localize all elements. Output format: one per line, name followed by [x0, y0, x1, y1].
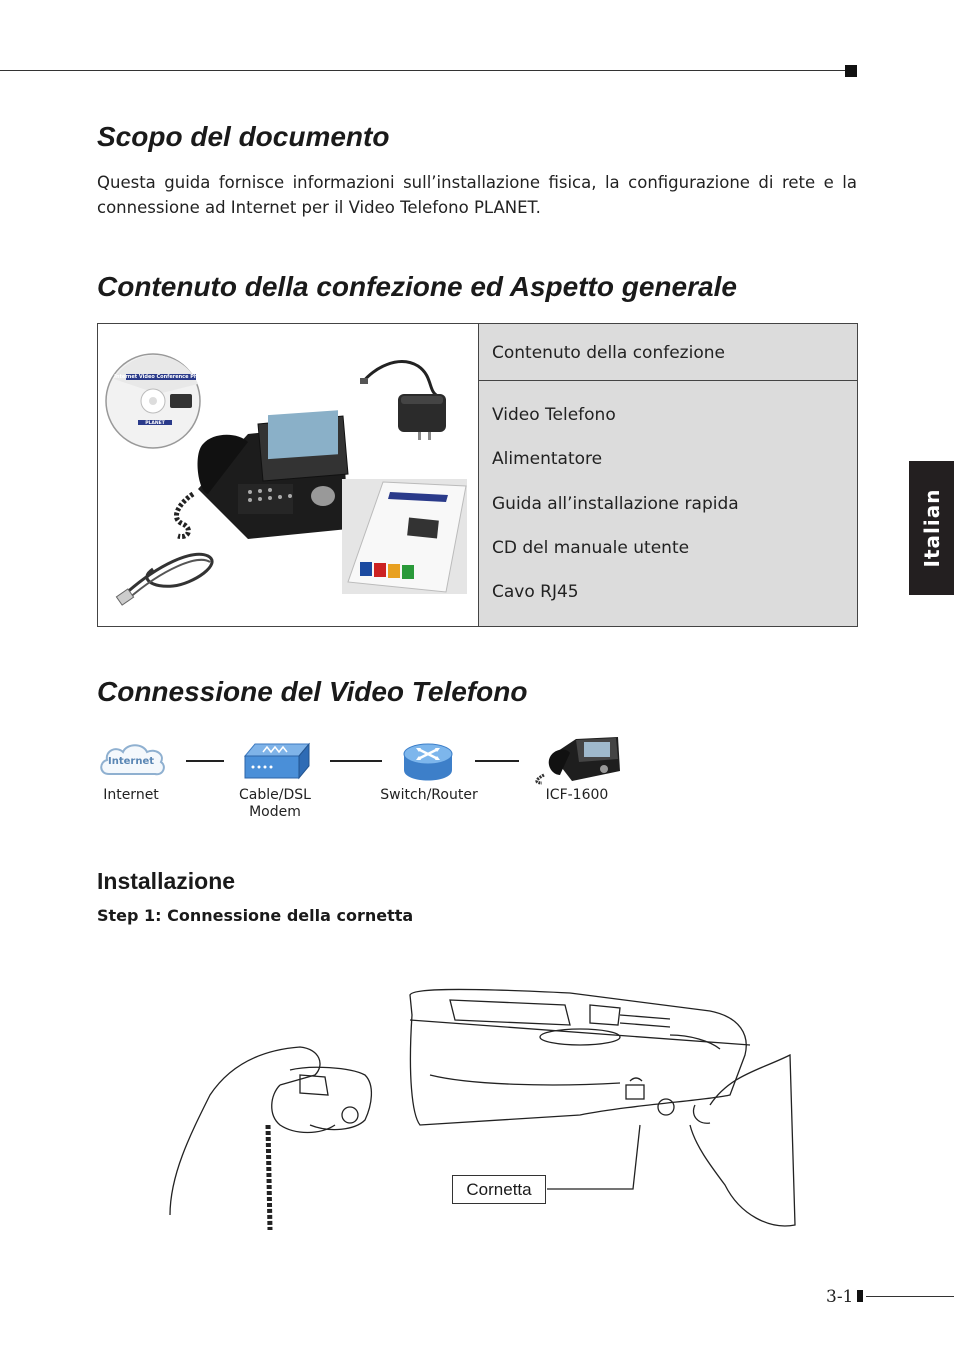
link-line — [186, 760, 224, 762]
package-table — [97, 323, 858, 627]
install-title: Installazione — [97, 868, 236, 894]
package-list-header: Contenuto della confezione — [479, 324, 857, 381]
device-label: Cable/DSL Modem — [239, 787, 311, 820]
package-item: Guida all’installazione rapida — [492, 493, 739, 514]
step-1-heading: Step 1: Connessione della cornetta — [97, 906, 414, 925]
package-item: Alimentatore — [492, 449, 603, 470]
cd-title-text: Internet Video Conference Phone — [114, 374, 208, 380]
scope-paragraph: Questa guida fornisce informazioni sull’installazione fisica, la configurazione di rete e la connessione ad Internet per il Video Telefono PLANET. — [97, 173, 857, 217]
page-number: 3-1 — [826, 1287, 854, 1307]
connection-title: Connessione del Video Telefono — [97, 676, 528, 707]
quick-guide-icon — [342, 479, 467, 594]
bottom-mark — [857, 1290, 863, 1302]
router-icon — [402, 740, 454, 784]
phone-icon — [532, 735, 622, 785]
modem-icon — [243, 742, 311, 782]
rj45-cable-icon — [116, 554, 212, 605]
top-rule — [0, 70, 846, 71]
top-square-mark — [845, 65, 857, 77]
language-tab — [909, 461, 954, 595]
language-tab-label: Italian — [919, 488, 944, 568]
device-label: Internet — [103, 787, 159, 803]
link-line — [475, 760, 519, 762]
cd-icon — [106, 354, 200, 448]
connection-diagram — [97, 735, 657, 825]
package-items — [479, 381, 857, 624]
link-line — [330, 760, 382, 762]
device-label: Switch/Router — [380, 787, 478, 803]
device-label: ICF-1600 — [545, 787, 609, 803]
handset-callout: Cornetta — [452, 1175, 546, 1204]
package-item: Video Telefono — [492, 405, 616, 425]
power-adapter-icon — [360, 362, 446, 440]
bottom-rule — [866, 1296, 954, 1297]
cloud-icon — [97, 740, 167, 782]
cd-brand-text: PLANET — [145, 421, 165, 426]
cloud-text: Internet — [107, 756, 155, 767]
package-item: Cavo RJ45 — [492, 582, 579, 603]
package-photo — [98, 324, 479, 626]
video-phone-icon — [176, 410, 348, 539]
package-list — [479, 324, 857, 626]
package-item: CD del manuale utente — [492, 537, 690, 558]
package-title: Contenuto della confezione ed Aspetto generale — [97, 271, 737, 302]
package-contents-illustration — [98, 324, 478, 626]
scope-title: Scopo del documento — [97, 121, 390, 152]
